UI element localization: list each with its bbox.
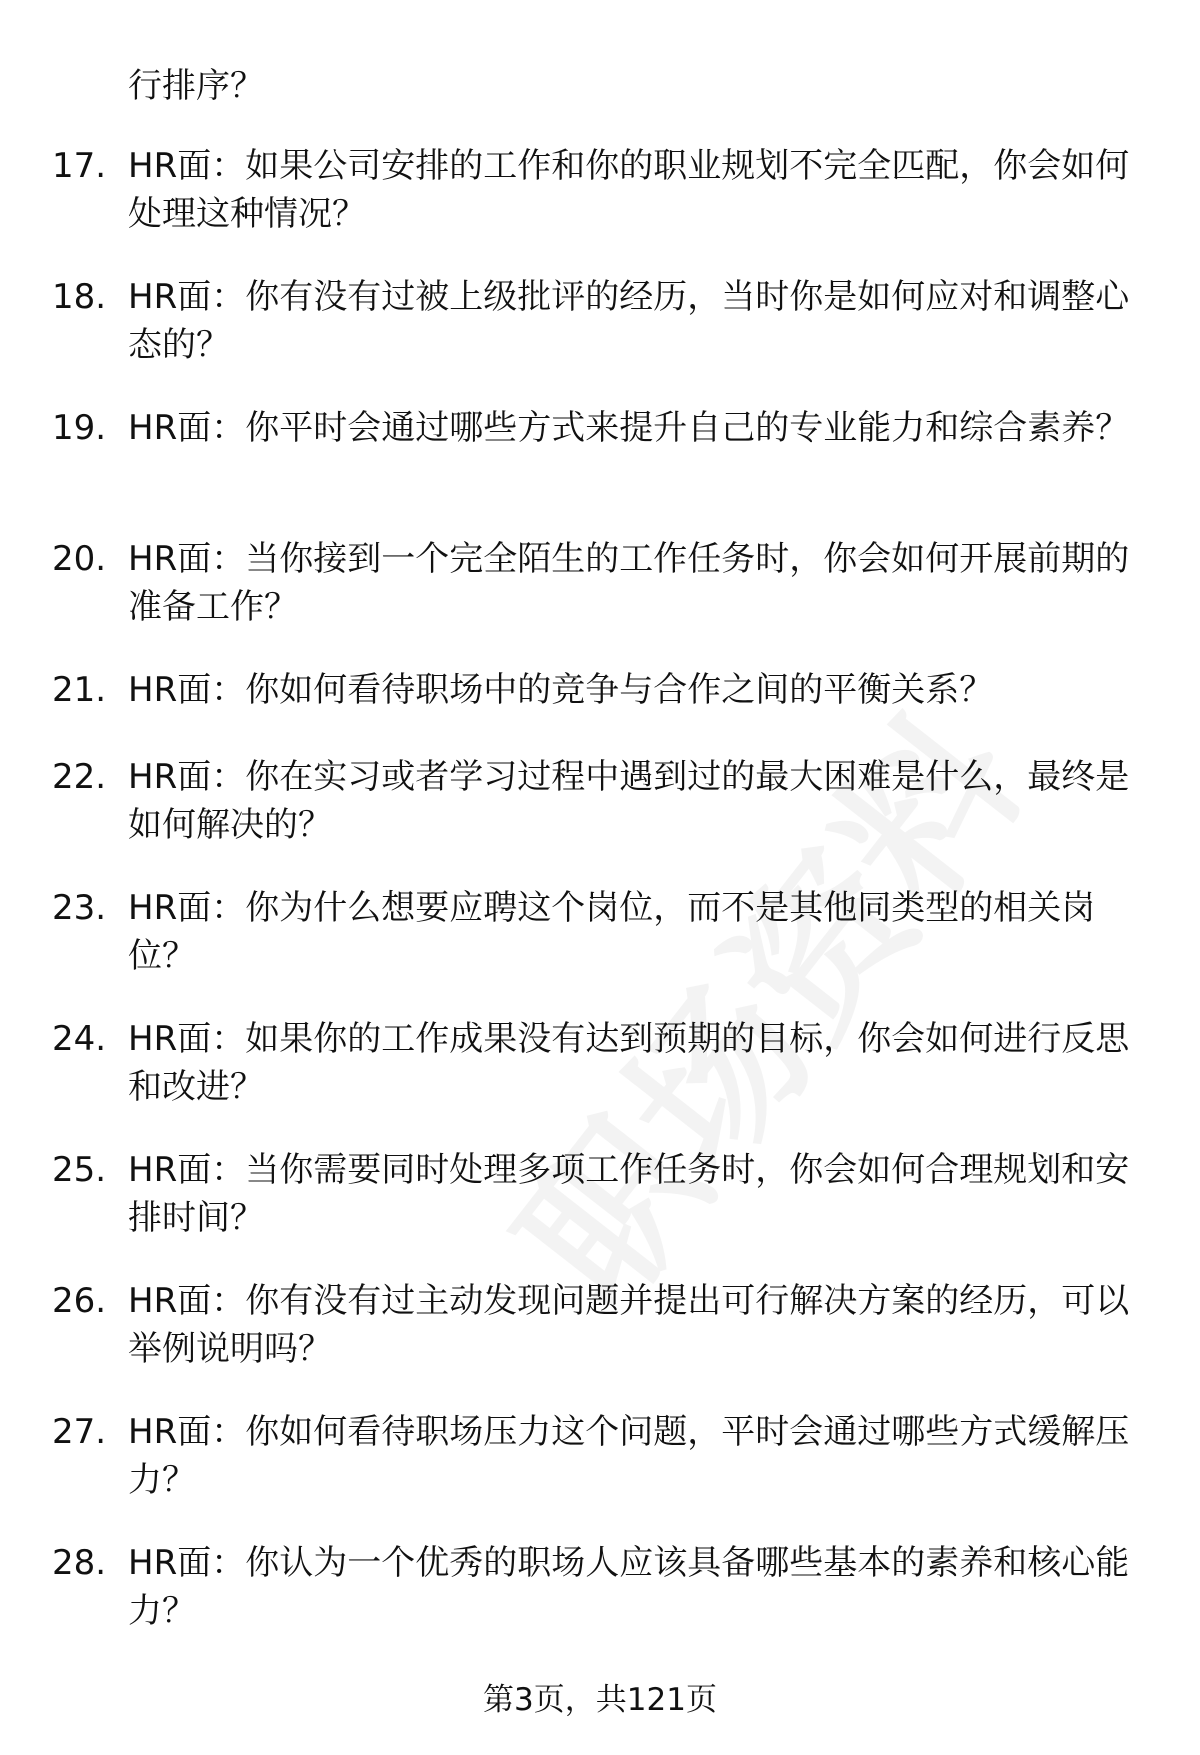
question-text: HR面：如果你的工作成果没有达到预期的目标，你会如何进行反思和改进？ [128,1019,1130,1107]
question-number: 17. [52,146,107,186]
question-number: 28. [52,1543,107,1583]
question-item [0,1408,1200,1539]
question-list [0,142,1200,1670]
question-number: 21. [52,670,107,710]
question-number: 24. [52,1019,107,1059]
question-text: HR面：当你需要同时处理多项工作任务时，你会如何合理规划和安排时间？ [128,1150,1130,1238]
question-item [0,273,1200,404]
question-number: 22. [52,757,107,797]
page-footer: 第3页，共121页 [483,1682,717,1718]
question-item [0,1277,1200,1408]
question-text: HR面：你如何看待职场压力这个问题，平时会通过哪些方式缓解压力？ [128,1412,1130,1500]
question-item [0,666,1200,753]
question-text: HR面：你为什么想要应聘这个岗位，而不是其他同类型的相关岗位？ [128,888,1096,976]
question-number: 27. [52,1412,107,1452]
question-item [0,142,1200,273]
question-text: HR面：你有没有过被上级批评的经历，当时你是如何应对和调整心态的？ [128,277,1130,365]
question-text: HR面：你平时会通过哪些方式来提升自己的专业能力和综合素养？ [128,408,1130,448]
question-item [0,753,1200,884]
question-item [0,535,1200,666]
question-item [0,404,1200,535]
question-number: 26. [52,1281,107,1321]
question-text: HR面：你如何看待职场中的竞争与合作之间的平衡关系？ [128,670,994,710]
question-number: 23. [52,888,107,928]
continued-question-text: 行排序？ [128,66,264,106]
question-item [0,1539,1200,1670]
question-number: 20. [52,539,107,579]
question-item [0,1015,1200,1146]
question-number: 18. [52,277,107,317]
question-number: 25. [52,1150,107,1190]
question-text: HR面：你有没有过主动发现问题并提出可行解决方案的经历，可以举例说明吗？ [128,1281,1130,1369]
question-text: HR面：当你接到一个完全陌生的工作任务时，你会如何开展前期的准备工作？ [128,539,1130,627]
question-item [0,884,1200,1015]
question-number: 19. [52,408,107,448]
question-text: HR面：如果公司安排的工作和你的职业规划不完全匹配，你会如何处理这种情况？ [128,146,1130,234]
question-item [0,1146,1200,1277]
question-text: HR面：你认为一个优秀的职场人应该具备哪些基本的素养和核心能力？ [128,1543,1130,1631]
question-text: HR面：你在实习或者学习过程中遇到过的最大困难是什么，最终是如何解决的？ [128,757,1130,845]
